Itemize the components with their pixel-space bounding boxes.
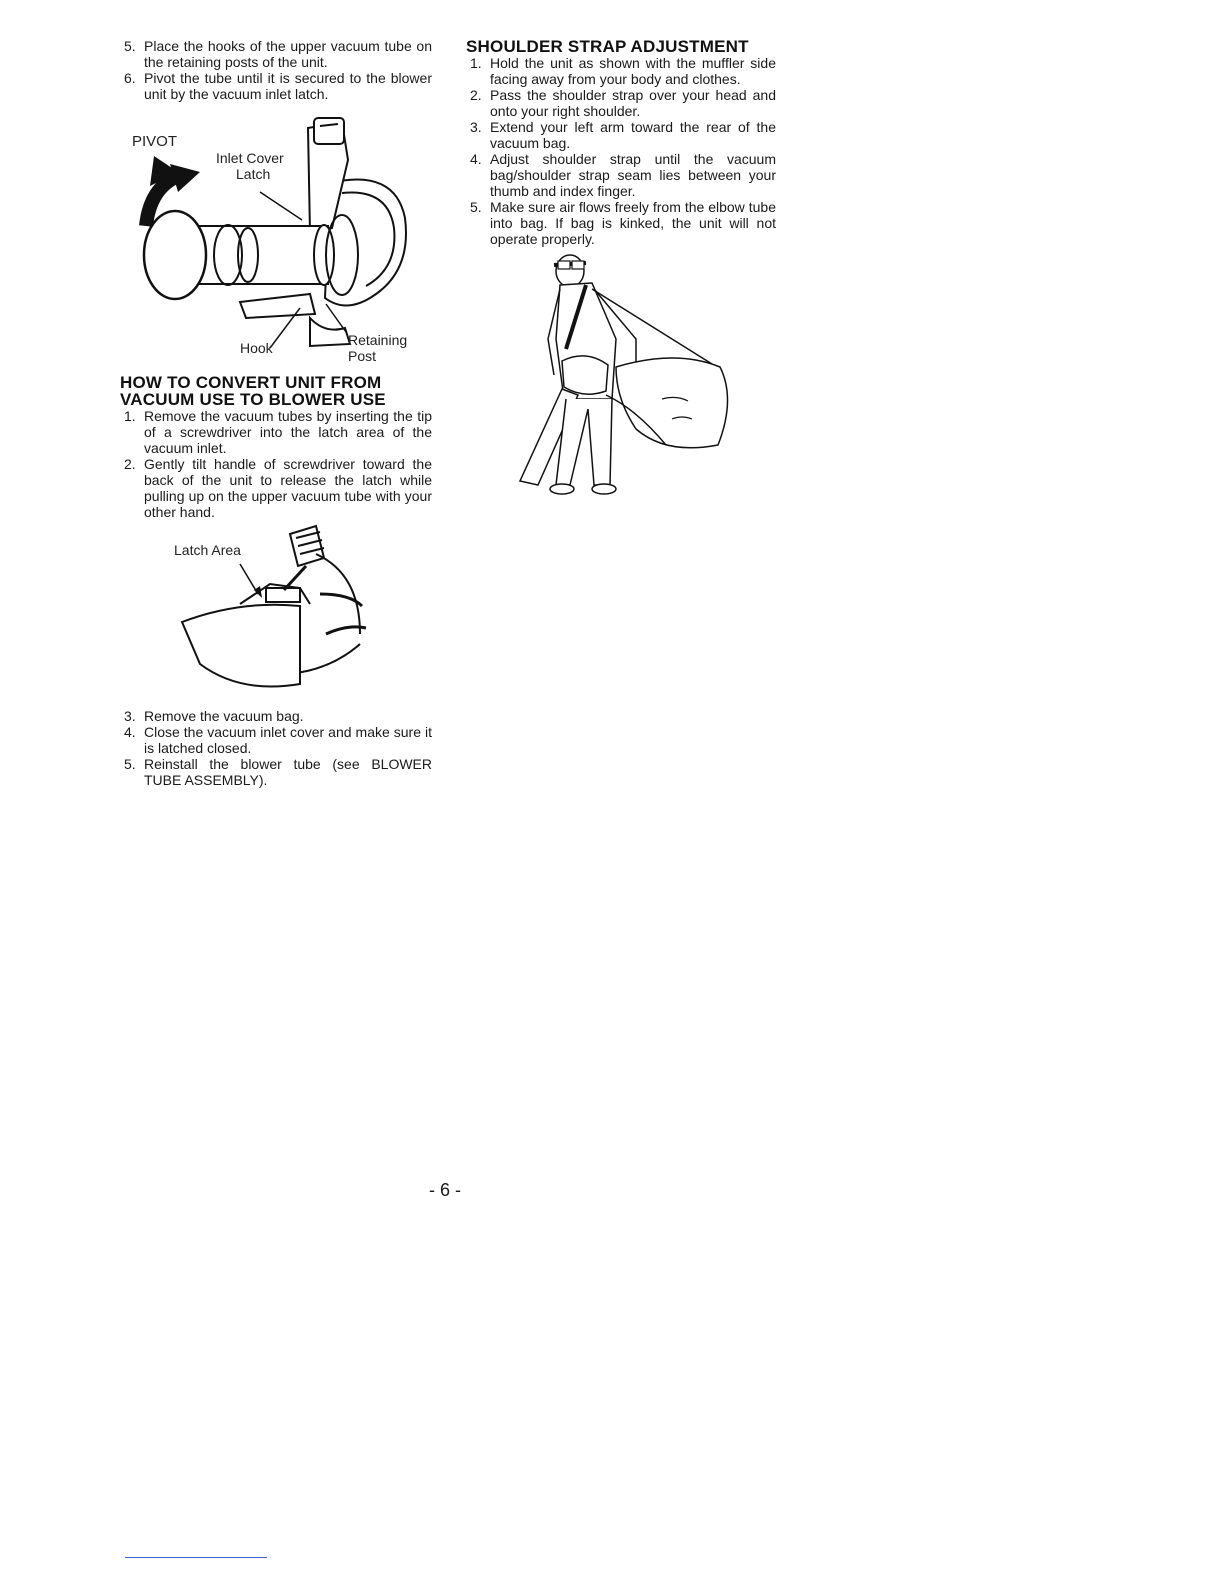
page-number: - 6 - — [428, 1180, 461, 1200]
left-column — [120, 38, 432, 788]
step-number: 2. — [124, 456, 136, 472]
hook-label: Hook — [240, 340, 273, 356]
step-number: 4. — [470, 151, 482, 167]
latch-label: Latch — [236, 166, 271, 182]
convert-heading — [120, 374, 432, 408]
convert-steps-b — [120, 708, 432, 788]
list-item — [120, 724, 432, 756]
step-number: 3. — [124, 708, 136, 724]
list-item — [466, 199, 776, 247]
convert-heading-line2: VACUUM USE TO BLOWER USE — [120, 390, 386, 409]
shoulder-strap-heading: SHOULDER STRAP ADJUSTMENT — [466, 37, 749, 56]
step-number: 4. — [124, 724, 136, 740]
list-item — [466, 55, 776, 87]
step-text: Reinstall the blower tube (see BLOWER TUBE ASSEMBLY). — [144, 756, 432, 788]
list-item — [120, 456, 432, 520]
step-text: Gently tilt handle of screwdriver toward the back of the unit to release the latch while pulling up on the upper vacuum tube with your other hand. — [144, 456, 432, 520]
intro-steps — [120, 38, 432, 102]
latch-area-illustration — [120, 524, 432, 704]
step-text: Pivot the tube until it is secured to the blower unit by the vacuum inlet latch. — [144, 70, 432, 102]
list-item — [120, 408, 432, 456]
list-item — [466, 119, 776, 151]
pivot-label: PIVOT — [132, 133, 178, 150]
step-text: Make sure air flows freely from the elbow tube into bag. If bag is kinked, the unit will not operate properly. — [490, 199, 776, 247]
step-number: 2. — [470, 87, 482, 103]
step-number: 3. — [470, 119, 482, 135]
step-text: Extend your left arm toward the rear of the vacuum bag. — [490, 119, 776, 151]
step-number: 1. — [470, 55, 482, 71]
step-text: Adjust shoulder strap until the vacuum bag/shoulder strap seam lies between your thumb and index finger. — [490, 151, 776, 199]
step-text: Close the vacuum inlet cover and make sure it is latched closed. — [144, 724, 432, 756]
step-number: 5. — [124, 756, 136, 772]
step-text: Pass the shoulder strap over your head and onto your right shoulder. — [490, 87, 776, 119]
convert-heading-line1: HOW TO CONVERT UNIT FROM — [120, 373, 382, 392]
list-item — [466, 87, 776, 119]
post-label: Post — [348, 348, 377, 364]
latch-area-label: Latch Area — [174, 542, 241, 558]
step-text: Remove the vacuum tubes by inserting the tip of a screwdriver into the latch area of the vacuum inlet. — [144, 408, 432, 456]
right-column — [466, 38, 776, 501]
convert-steps-a — [120, 408, 432, 520]
latch-area-figure — [120, 524, 432, 704]
footer-divider — [125, 1557, 267, 1558]
inlet-cover-label: Inlet Cover — [216, 150, 284, 166]
operator-with-bag-illustration — [466, 249, 776, 501]
step-text: Remove the vacuum bag. — [144, 708, 304, 724]
operator-figure — [466, 249, 776, 501]
step-number: 5. — [124, 38, 136, 54]
list-item — [120, 708, 432, 724]
shoulder-strap-steps — [466, 55, 776, 247]
tube-attach-figure — [120, 108, 432, 368]
step-number: 5. — [470, 199, 482, 215]
step-number: 1. — [124, 408, 136, 424]
step-text: Hold the unit as shown with the muffler side facing away from your body and clothes. — [490, 55, 776, 87]
retaining-label: Retaining — [348, 332, 408, 348]
list-item — [466, 151, 776, 199]
step-number: 6. — [124, 70, 136, 86]
list-item — [120, 70, 432, 102]
list-item — [120, 756, 432, 788]
list-item — [120, 38, 432, 70]
step-text: Place the hooks of the upper vacuum tube on the retaining posts of the unit. — [144, 38, 432, 70]
